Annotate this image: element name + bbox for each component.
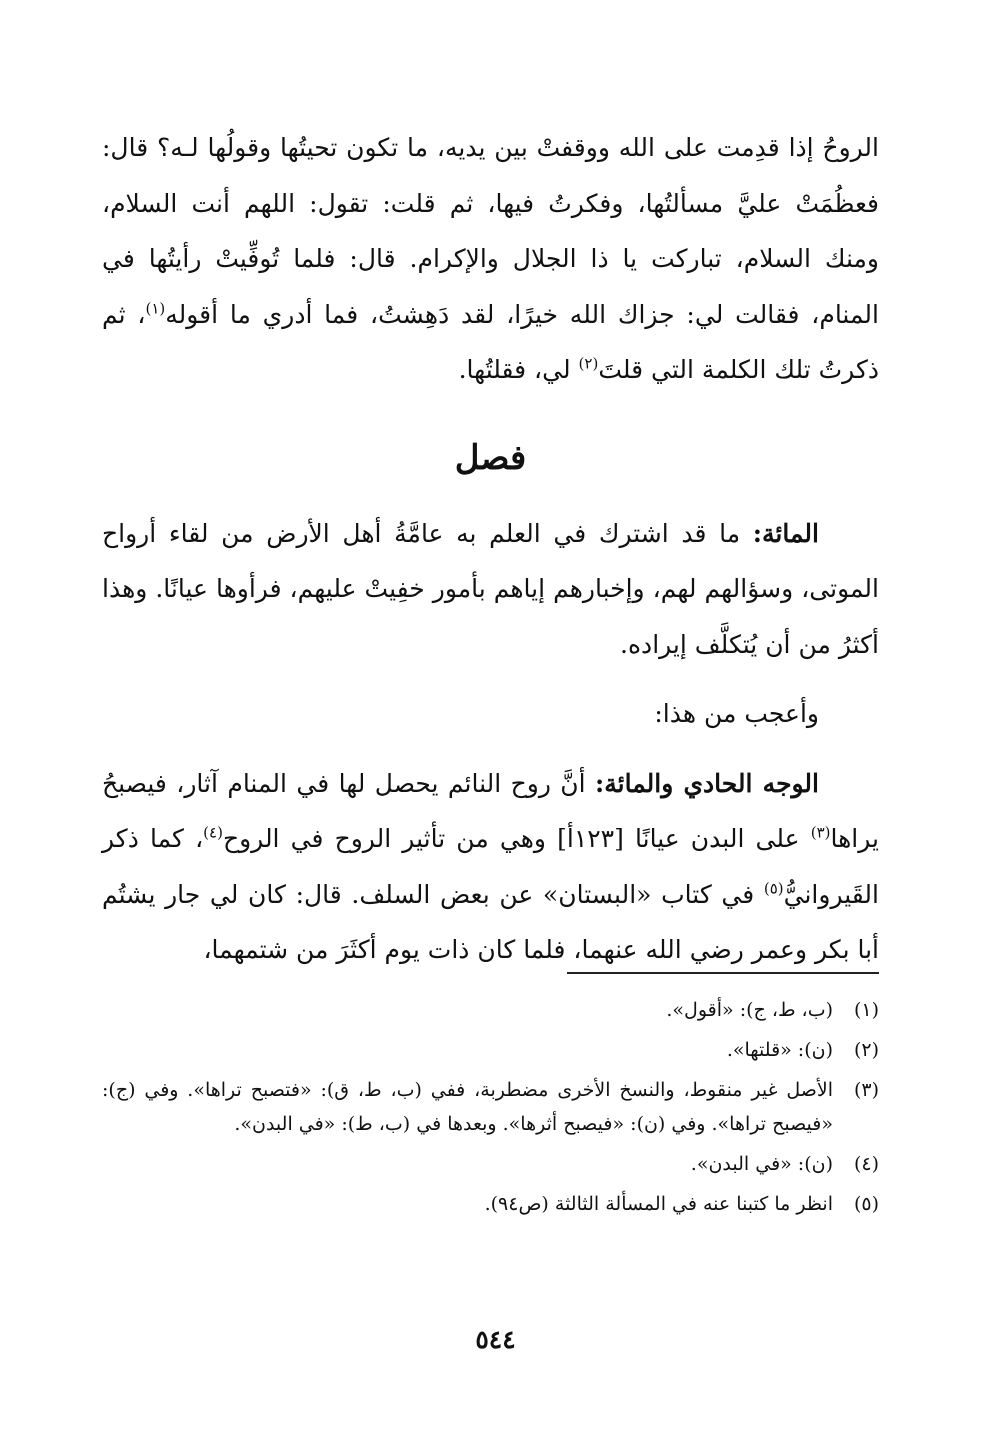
- paragraph-2-text: ما قد اشترك في العلم به عامَّةُ أهل الأرض من لقاء أرواح الموتى، وسؤالهم لهم، وإخبارهم إياهم بأمور خفِيتْ عليهم، فرأوها عيانًا. وهذا أكثرُ من أن يُتكلَّف إيراده.: [102, 518, 879, 659]
- footnote-2: [102, 1033, 879, 1067]
- footnote-ref-1[interactable]: (١): [145, 299, 166, 318]
- footnote-ref-2[interactable]: (٢): [578, 354, 599, 373]
- paragraph-4-text-c: ، كما ذكر القَيروانيُّ: [102, 824, 879, 909]
- footnote-1: [102, 993, 879, 1027]
- footnote-number: (٥): [853, 1193, 879, 1215]
- paragraph-4-text-b: على البدن عيانًا [١٢٣أ] وهي من تأثير الروح في الروح: [222, 824, 811, 853]
- paragraph-2: [102, 506, 879, 673]
- footnote-number: (٤): [853, 1153, 879, 1175]
- paragraph-3: وأعجب من هذا:: [654, 699, 819, 728]
- paragraph-1-text-c: لي، فقلتُها.: [458, 355, 579, 384]
- paragraph-1-text: الروحُ إذا قدِمت على الله ووقفتْ بين يديه، ما تكون تحيتُها وقولُها لـه؟ قال: فعظُمَتْ عليَّ مسألتُها، وفكرتُ فيها، ثم قلت: تقول: اللهم أنت السلام، ومنك السلام، تباركت يا ذا الجلال والإكرام. قال: فلما تُوفِّيتْ رأيتُها في المنام، فقالت لي: جزاك الله خيرًا، لقد دَهِشتُ، فما أدري ما أقوله: [102, 133, 879, 329]
- paragraph-1-text-b: ، ثم ذكرتُ تلك الكلمة التي قلتَ: [102, 299, 879, 384]
- footnote-ref-3[interactable]: (٣): [810, 823, 831, 842]
- footnote-4: [102, 1147, 879, 1181]
- footnote-text: (ن): «قلتها».: [726, 1039, 833, 1061]
- paragraph-4-lead: الوجه الحادي والمائة:: [595, 768, 819, 798]
- section-title: فصل: [454, 437, 527, 478]
- spacer: [102, 672, 879, 686]
- paragraph-2-lead: المائة:: [752, 518, 819, 548]
- page-number: ٥٤٤: [475, 1325, 516, 1354]
- spacer: [102, 742, 879, 756]
- footnote-divider: [567, 972, 879, 974]
- footnote-text: (ن): «في البدن».: [690, 1153, 833, 1175]
- footnote-text: انظر ما كتبنا عنه في المسألة الثالثة (ص٩٤).: [484, 1193, 833, 1215]
- footnote-ref-4[interactable]: (٤): [203, 823, 223, 842]
- paragraph-4-text-d: في كتاب «البستان» عن بعض السلف. قال: كان لي جار يشتُم أبا بكر وعمر رضي الله عنهما، فلما كان ذات يوم أكثَرَ من شتمهما،: [102, 879, 879, 964]
- footnote-number: (٢): [853, 1039, 879, 1061]
- footnote-text: (ب، ط، ج): «أقول».: [666, 999, 833, 1021]
- paragraph-1: [102, 120, 879, 398]
- footnote-text: الأصل غير منقوط، والنسخ الأخرى مضطربة، ففي (ب، ط، ق): «فتصبح تراها». وفي (ج): «فيصبح تراها». وفي (ن): «فيصبح أثرها». وبعدها في (ب، ط): «في البدن».: [102, 1079, 833, 1135]
- footnotes: [102, 993, 879, 1227]
- footnote-number: (١): [853, 999, 879, 1021]
- footnote-ref-5[interactable]: (٥): [763, 879, 784, 898]
- footnote-3: [102, 1073, 879, 1141]
- footnote-5: [102, 1187, 879, 1221]
- paragraph-4-text-a: أنَّ روح النائم يحصل لها في المنام آثار، فيصبحُ يراها: [102, 768, 879, 853]
- paragraph-4: [102, 756, 879, 978]
- footnote-number: (٣): [853, 1079, 879, 1101]
